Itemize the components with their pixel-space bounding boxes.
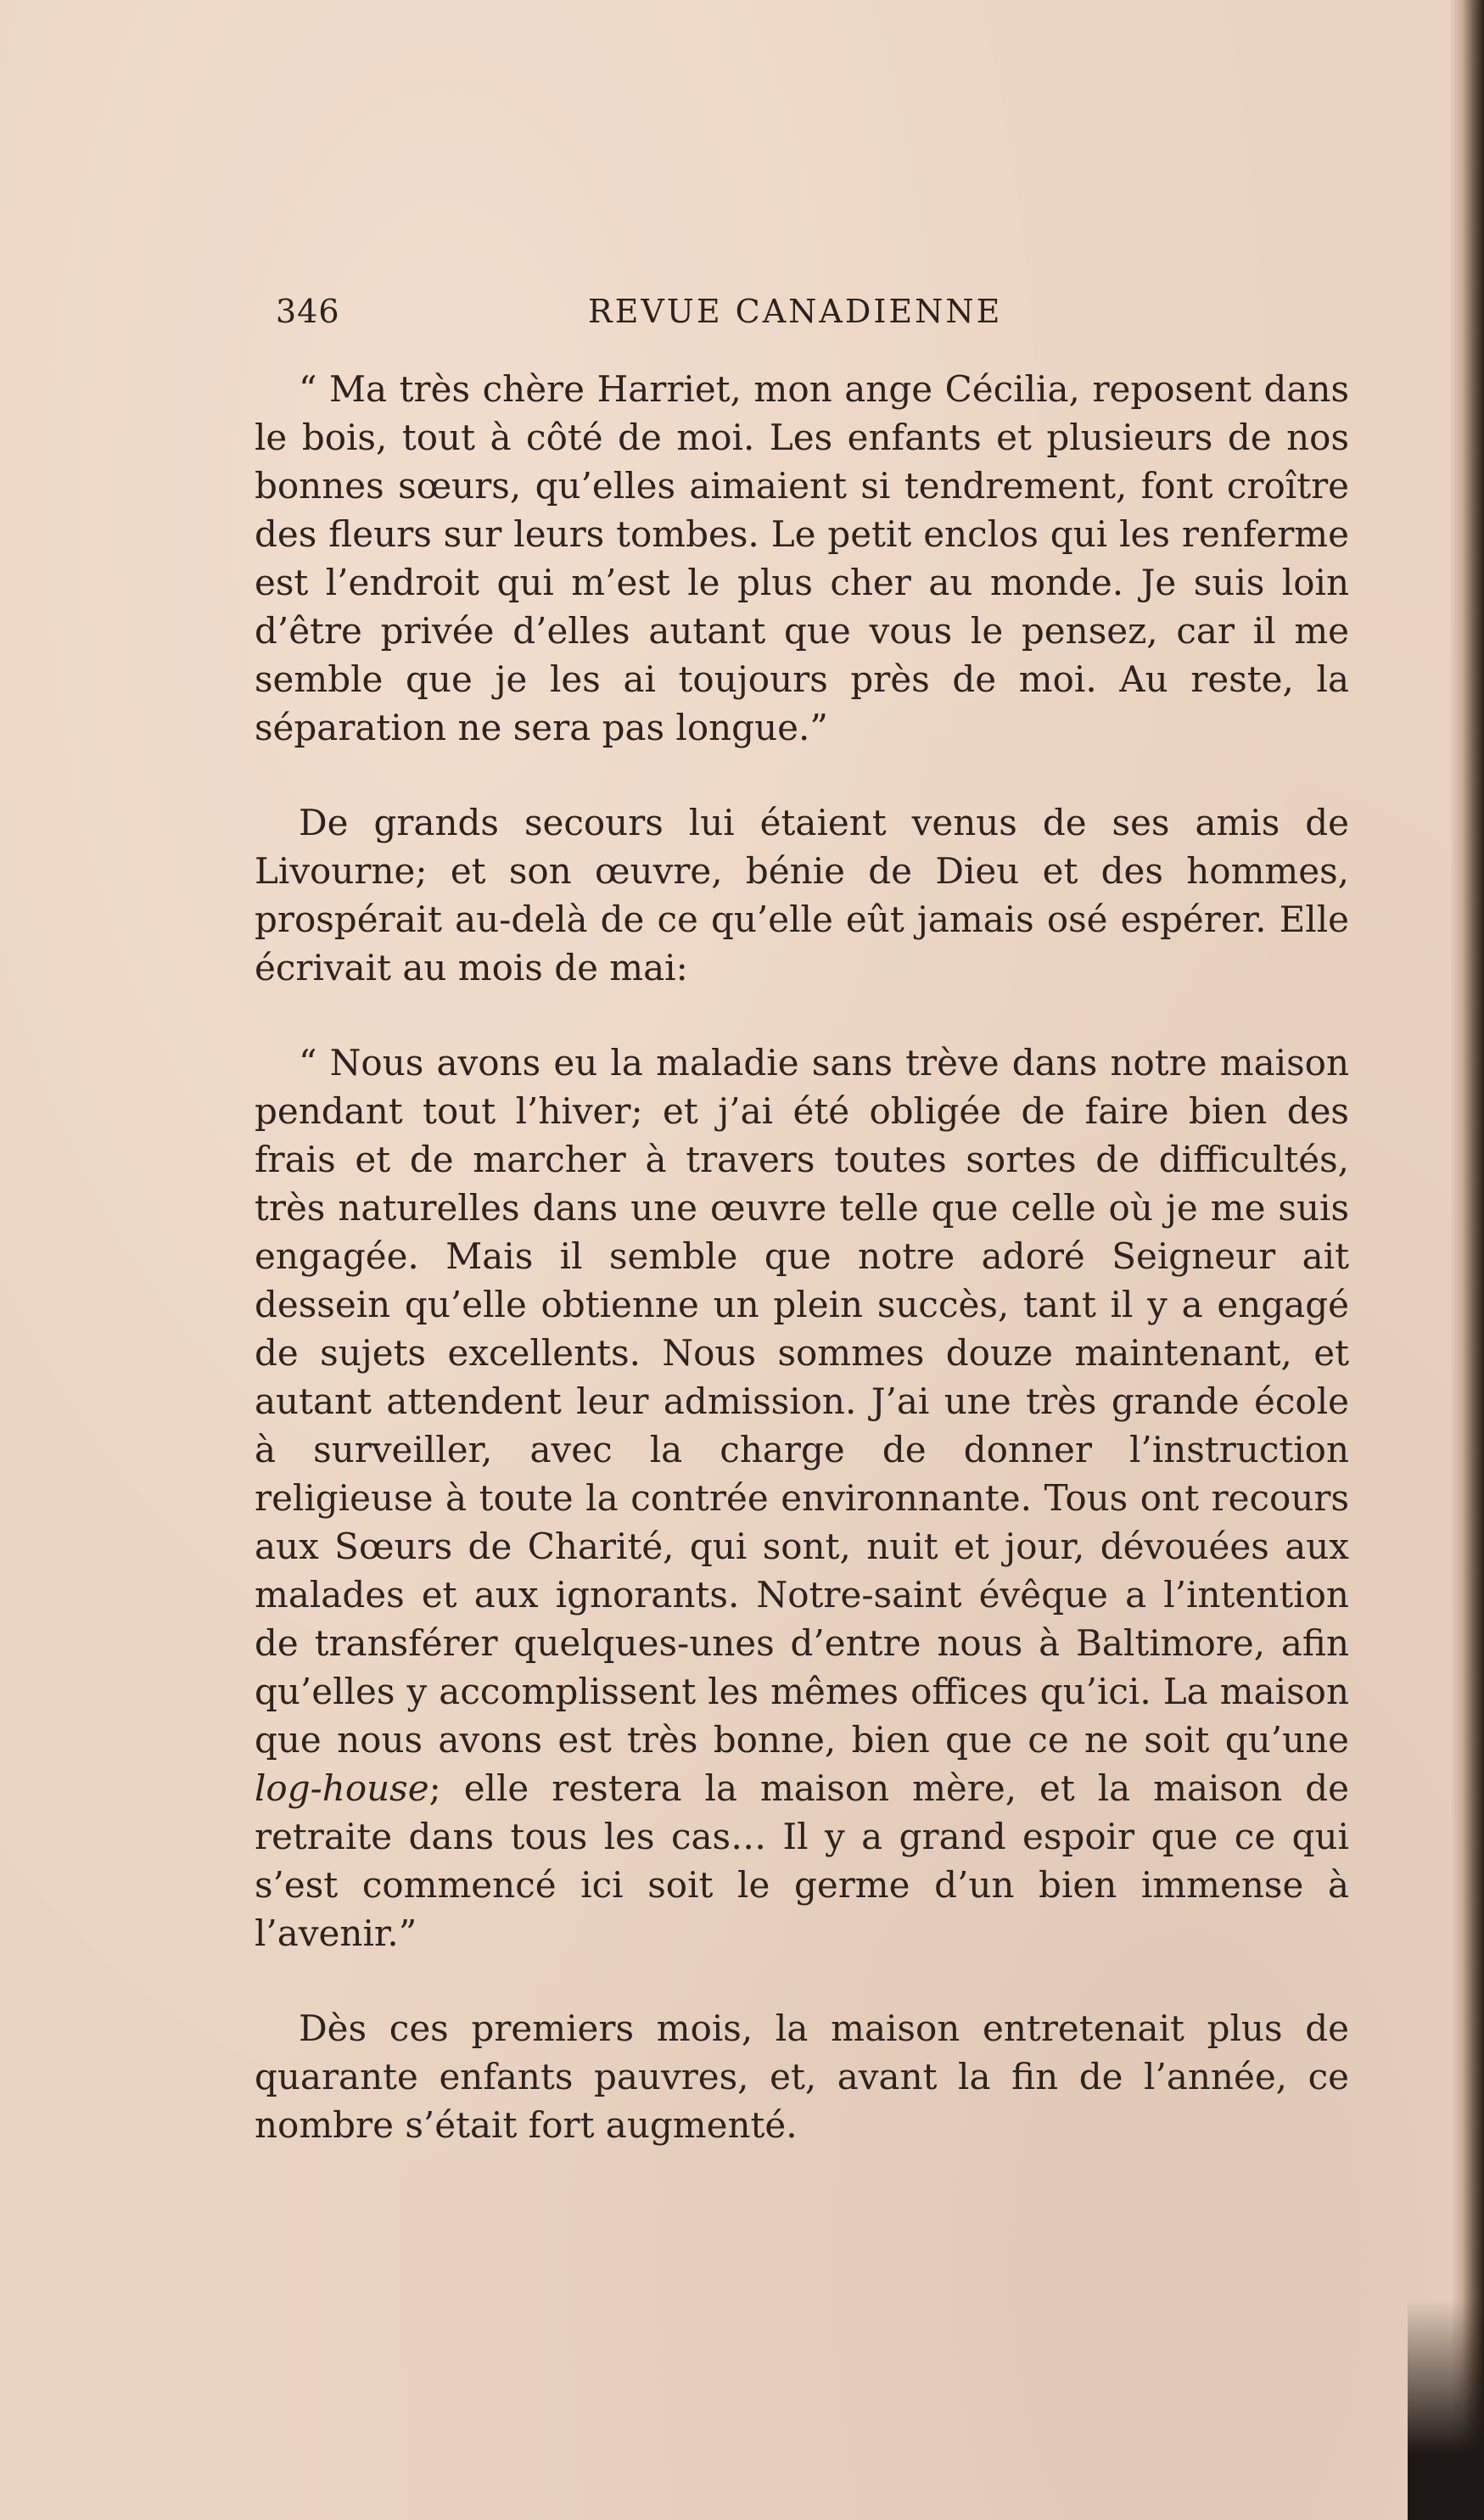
paragraph-livourne: De grands secours lui étaient venus de ses amis de Livourne; et son œuvre, bénie de Dieu et des hommes, prospérait au-delà de ce qu’elle eût jamais osé espérer. Elle écrivait au mois de mai: xyxy=(255,802,1349,988)
page-edge-shadow xyxy=(1450,0,1484,2520)
running-head xyxy=(276,293,1039,335)
body-text xyxy=(255,365,1349,2149)
paragraph-letter-may xyxy=(255,1039,1349,1957)
paragraph-letter-may-part-1: “ Nous avons eu la maladie sans trève dans notre maison pendant tout l’hiver; et j’ai été obligée de faire bien des frais et de marcher à travers toutes sortes de difficultés, très naturelles dans une œuvre telle que celle où je me suis engagée. Mais il semble que notre adoré Seigneur ait dessein qu’elle obtienne un plein succès, tant il y a engagé de sujets excellents. Nous sommes douze maintenant, et autant attendent leur admission. J’ai une très grande école à surveiller, avec la charge de donner l’instruction religieuse à toute la contrée environnante. Tous ont recours aux Sœurs de Charité, qui sont, nuit et jour, dévouées aux malades et aux ignorants. Notre-saint évêque a l’intention de transférer quelques-unes d’entre nous à Baltimore, afin qu’elles y accomplissent les mêmes offices qu’ici. La maison que nous avons est très bonne, bien que ce ne soit qu’une xyxy=(255,1042,1349,1761)
running-title: REVUE CANADIENNE xyxy=(588,293,1003,330)
page-number: 346 xyxy=(276,293,340,330)
italic-log-house: log-house xyxy=(255,1767,429,1809)
paragraph-enfants-pauvres: Dès ces premiers mois, la maison entretenait plus de quarante enfants pauvres, et, avant la fin de l’année, ce nombre s’était fort augmenté. xyxy=(255,2008,1349,2146)
paragraph-letter-harriet: “ Ma très chère Harriet, mon ange Cécilia, reposent dans le bois, tout à côté de moi. Les enfants et plusieurs de nos bonnes sœurs, qu’elles aimaient si tendrement, font croître des fleurs sur leurs tombes. Le petit enclos qui les renferme est l’endroit qui m’est le plus cher au monde. Je suis loin d’être privée d’elles autant que vous le pensez, car il me semble que je les ai toujours près de moi. Au reste, la séparation ne sera pas longue.” xyxy=(255,368,1349,748)
paragraph-letter-may-part-2: ; elle restera la maison mère, et la maison de retraite dans tous les cas… Il y a grand espoir que ce qui s’est commencé ici soit le germe d’un bien immense à l’avenir.” xyxy=(255,1767,1349,1954)
page-corner-shadow xyxy=(1408,2299,1484,2520)
